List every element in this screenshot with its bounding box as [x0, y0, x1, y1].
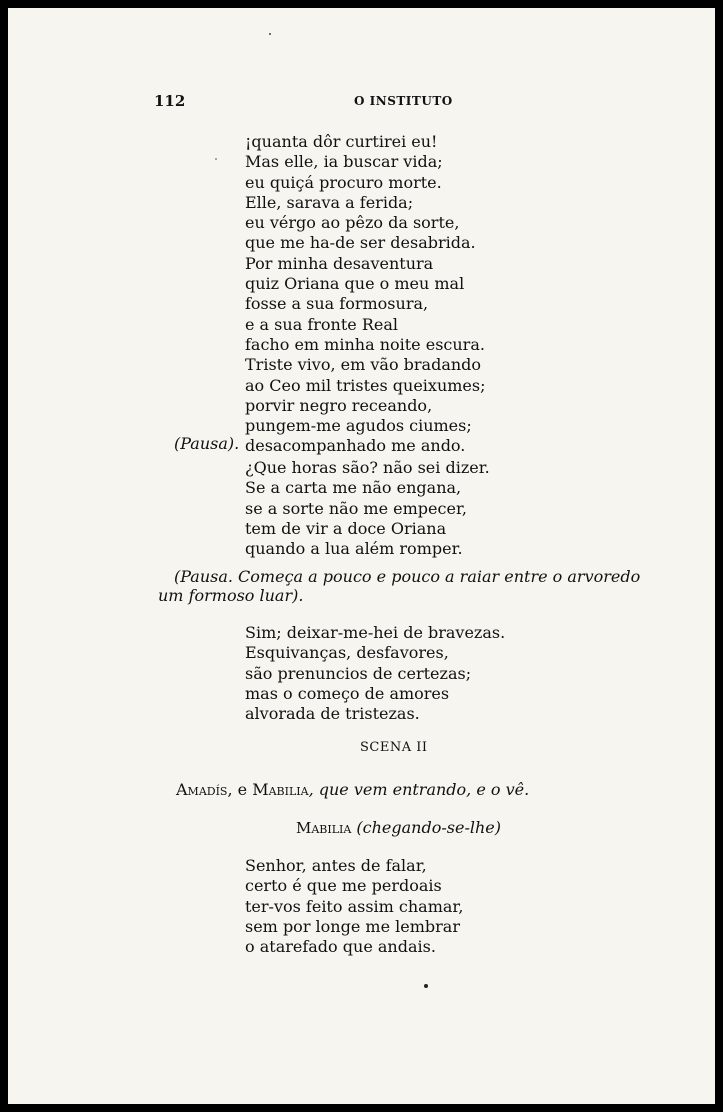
- verse-line: porvir negro receando,: [245, 395, 433, 415]
- speaker-direction: (chegando-se-lhe): [356, 818, 501, 837]
- verse-stanza-3: [245, 623, 505, 724]
- page-header: [8, 92, 715, 112]
- page-number: 112: [154, 92, 186, 110]
- verse-line: desacompanhado me ando.: [245, 436, 466, 456]
- stage-direction-pause: (Pausa).: [174, 434, 240, 453]
- speaker-heading: [296, 818, 501, 837]
- verse-line: Sim; deixar-me-hei de bravezas.: [245, 623, 506, 642]
- verse-line: Senhor, antes de falar,: [245, 856, 427, 875]
- verse-line: ao Ceo mil tristes queixumes;: [245, 375, 486, 395]
- verse-line: pungem-me agudos ciumes;: [245, 416, 472, 436]
- scene-action: , que vem entrando, e o vê.: [308, 780, 530, 799]
- character-amadis: Amadís: [176, 780, 228, 799]
- ink-speck: [215, 158, 217, 160]
- verse-line: facho em minha noite escura.: [245, 334, 485, 354]
- verse-line: mas o começo de amores: [245, 683, 450, 703]
- book-page: [8, 8, 715, 1104]
- verse-line: quiz Oriana que o meu mal: [245, 274, 465, 294]
- verse-line: sem por longe me lembrar: [245, 916, 460, 936]
- verse-line: fosse a sua formosura,: [245, 294, 429, 314]
- verse-line: ¿Que horas são? não sei dizer.: [245, 458, 490, 477]
- character-joiner: , e: [227, 780, 253, 799]
- stage-direction-moonlight-line-2: um formoso luar).: [158, 586, 304, 605]
- verse-line: certo é que me perdoais: [245, 876, 442, 896]
- verse-line: que me ha-de ser desabrida.: [245, 233, 476, 253]
- verse-line: eu quiçá procuro morte.: [245, 172, 442, 192]
- verse-line: se a sorte não me empecer,: [245, 498, 467, 518]
- verse-line: são prenuncios de certezas;: [245, 663, 472, 683]
- verse-stanza-4: [245, 856, 463, 957]
- verse-line: tem de vir a doce Oriana: [245, 518, 447, 538]
- ink-speck: [424, 984, 428, 988]
- verse-stanza-1: [245, 132, 485, 457]
- scene-title: SCENA II: [360, 740, 428, 755]
- verse-line: ter-vos feito assim chamar,: [245, 896, 464, 916]
- verse-line: Esquivanças, desfavores,: [245, 643, 449, 663]
- character-mabilia: Mabilia: [252, 780, 309, 799]
- running-title: O INSTITUTO: [354, 94, 453, 108]
- verse-line: eu vérgo ao pêzo da sorte,: [245, 213, 460, 233]
- verse-stanza-2: [245, 458, 490, 559]
- verse-line: ¡quanta dôr curtirei eu!: [245, 132, 438, 151]
- verse-line: Triste vivo, em vão bradando: [245, 355, 482, 375]
- verse-line: e a sua fronte Real: [245, 314, 398, 334]
- ink-speck: [269, 33, 271, 35]
- verse-line: Se a carta me não engana,: [245, 478, 462, 498]
- verse-line: quando a lua além romper.: [245, 539, 463, 559]
- speaker-name: Mabilia: [296, 819, 352, 837]
- verse-line: Por minha desaventura: [245, 253, 434, 273]
- verse-line: Elle, sarava a ferida;: [245, 192, 414, 212]
- verse-line: Mas elle, ia buscar vida;: [245, 152, 443, 172]
- verse-line: alvorada de tristezas.: [245, 704, 420, 724]
- verse-line: o atarefado que andais.: [245, 937, 436, 957]
- stage-direction-moonlight-line-1: (Pausa. Começa a pouco e pouco a raiar entre o arvoredo: [174, 567, 641, 586]
- scene-characters: [176, 780, 529, 799]
